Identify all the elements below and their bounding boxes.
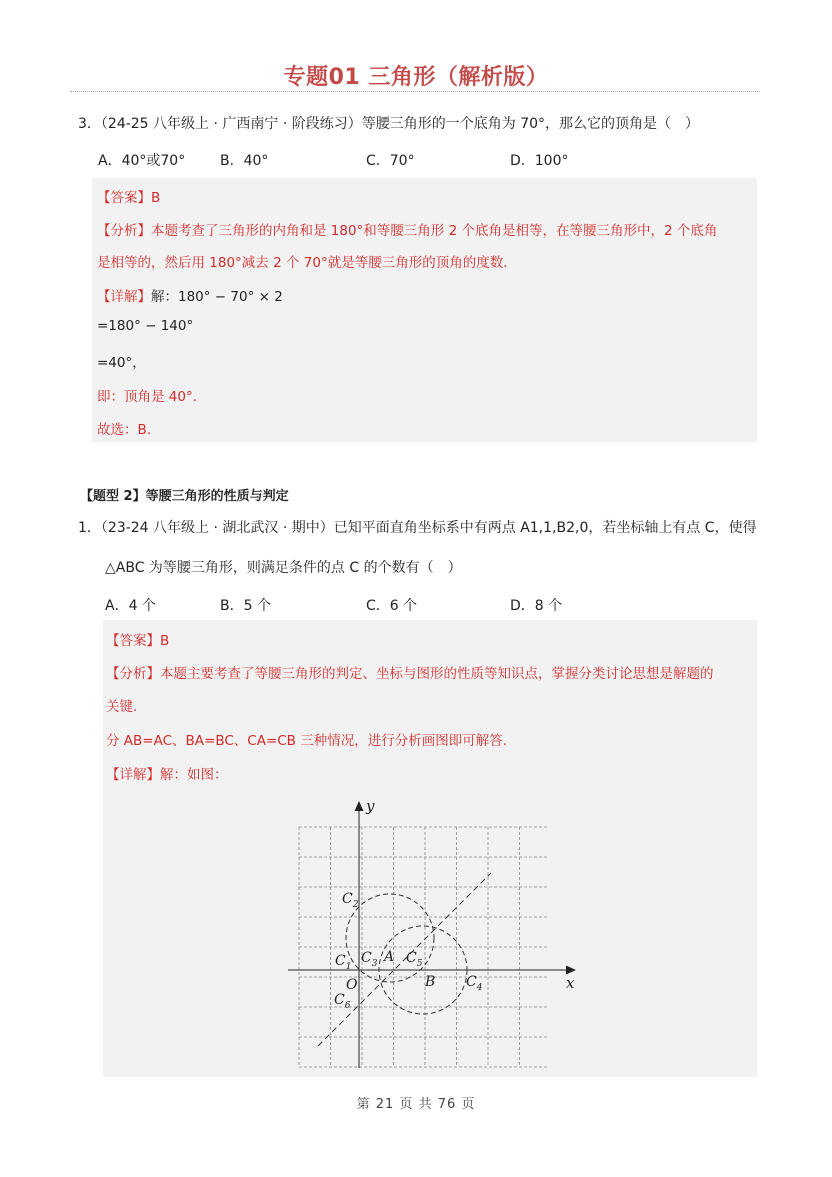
option-a: A．4 个 <box>105 598 156 614</box>
analysis-q1-line1: 【分析】本题主要考查了等腰三角形的判定、坐标与图形的性质等知识点，掌握分类讨论思想是解题的 <box>106 666 714 682</box>
option-d: D．100° <box>510 153 569 169</box>
y-axis-arrow-icon <box>355 801 364 811</box>
question-1-stem-line2: △ABC 为等腰三角形，则满足条件的点 C 的个数有（ ） <box>105 560 462 576</box>
point-c3-label: $C_3$ <box>361 950 378 969</box>
question-3-stem: 3．（24-25 八年级上 · 广西南宁 · 阶段练习）等腰三角形的一个底角为 70°，那么它的顶角是（ ） <box>78 116 700 132</box>
point-b-label: B <box>425 974 436 990</box>
question-1-stem-line1: 1．（23-24 八年级上 · 湖北武汉 · 期中）已知平面直角坐标系中有两点 A1,1,B2,0，若坐标轴上有点 C，使得 <box>78 520 757 536</box>
grid <box>299 827 548 1067</box>
option-b: B．5 个 <box>220 598 271 614</box>
option-d: D．8 个 <box>510 598 563 614</box>
analysis-cases-tail: 三种情况，进行分析画图即可解答. <box>295 733 508 749</box>
point-c5-label: $C_5$ <box>406 950 423 969</box>
origin-label: O <box>346 977 358 993</box>
detail-text: 解：180° − 70° × 2 <box>151 289 283 305</box>
point-c4-label: $C_4$ <box>466 974 483 993</box>
answer-q3: 【答案】B <box>97 190 161 206</box>
detail-q3-line3: =40°， <box>97 355 146 371</box>
analysis-q3-line2: 是相等的，然后用 180°减去 2 个 70°就是等腰三角形的顶角的度数. <box>97 255 508 271</box>
analysis-cases: 分 AB=AC、BA=BC、CA=CB <box>106 733 296 749</box>
detail-q3-line2: =180° − 140° <box>97 318 194 334</box>
x-axis-label: x <box>566 974 575 992</box>
option-c: C．6 个 <box>366 598 418 614</box>
option-a: A．40°或70° <box>98 153 186 169</box>
analysis-q1-line2: 关键. <box>106 699 138 715</box>
analysis-q3-line1: 【分析】本题考查了三角形的内角和是 180°和等腰三角形 2 个底角是相等，在等腰三角形中，2 个底角 <box>97 223 718 239</box>
detail-label: 【详解】 <box>97 289 151 305</box>
detail-q3-line5: 故选：B. <box>97 422 152 438</box>
y-axis-label: y <box>366 797 375 815</box>
point-c1-label: $C_1$ <box>335 953 352 972</box>
answer-q1: 【答案】B <box>106 633 170 649</box>
point-a-label: A <box>384 949 395 965</box>
detail-q1: 【详解】解：如图： <box>106 767 228 783</box>
page-title: 专题01 三角形（解析版） <box>283 65 549 90</box>
option-c: C．70° <box>366 153 415 169</box>
detail-q3-line4: 即：顶角是 40°． <box>97 389 207 405</box>
page-footer: 第 21 页 共 76 页 <box>356 1097 476 1112</box>
point-c2-label: $C_2$ <box>342 891 359 910</box>
point-c6-label: $C_6$ <box>334 992 351 1011</box>
option-b: B．40° <box>220 153 269 169</box>
section-heading: 【题型 2】等腰三角形的性质与判定 <box>80 489 289 504</box>
